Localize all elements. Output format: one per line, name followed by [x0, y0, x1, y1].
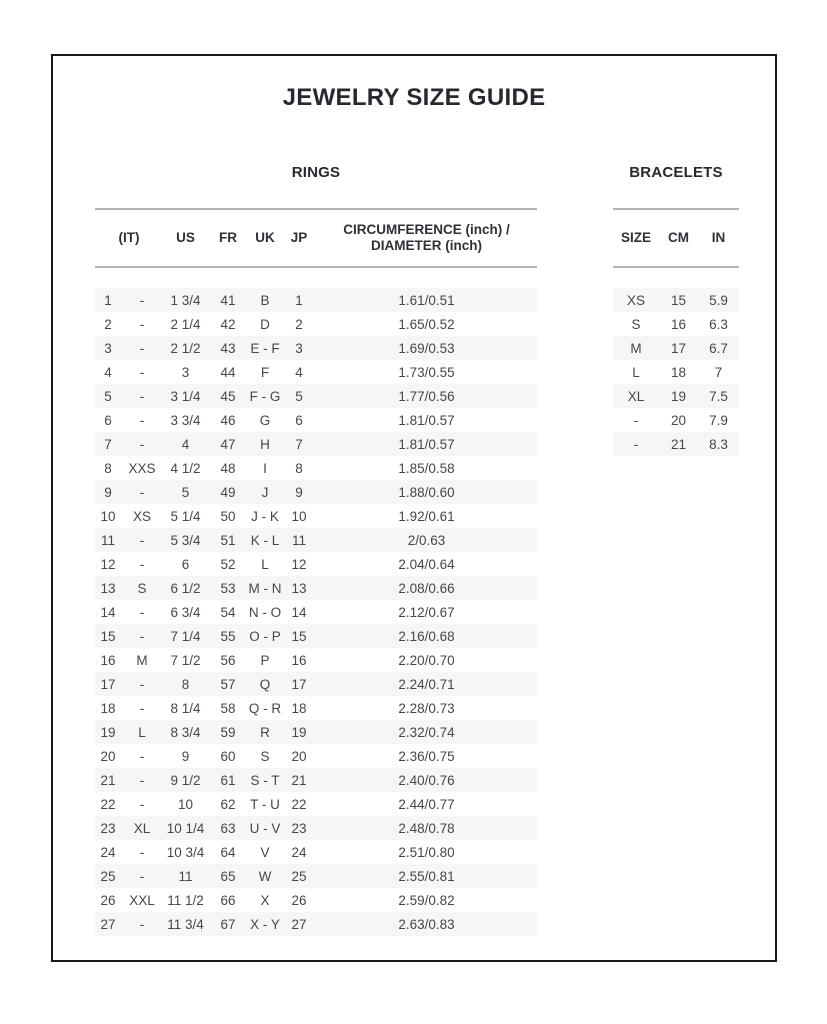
table-cell-jp: 20 — [291, 748, 307, 764]
table-cell-circumference: 2.24/0.71 — [398, 676, 455, 692]
table-cell-it-number: 2 — [104, 316, 112, 332]
table-cell-it-letter: - — [139, 844, 145, 860]
table-cell-uk: B — [260, 292, 270, 308]
table-cell-fr: 57 — [220, 676, 236, 692]
table-cell-cm: 18 — [670, 364, 687, 380]
table-row — [95, 336, 537, 360]
table-cell-uk: H — [260, 436, 270, 452]
column-header-circumference-line1: CIRCUMFERENCE (inch) / — [343, 222, 510, 237]
table-cell-us: 5 1/4 — [170, 508, 201, 524]
column-header-size: SIZE — [620, 230, 651, 245]
table-cell-jp: 27 — [291, 916, 307, 932]
page-title: JEWELRY SIZE GUIDE — [282, 84, 546, 111]
table-row — [613, 432, 739, 456]
table-row — [95, 816, 537, 840]
table-cell-in: 7.5 — [709, 388, 728, 404]
table-cell-uk: E - F — [250, 340, 280, 356]
table-row — [95, 432, 537, 456]
table-cell-it-letter: S — [137, 580, 147, 596]
table-cell-it-number: 16 — [100, 652, 116, 668]
table-cell-jp: 25 — [291, 868, 307, 884]
table-cell-it-number: 5 — [104, 388, 112, 404]
table-cell-us: 3 — [181, 364, 190, 380]
table-row — [613, 408, 739, 432]
table-cell-uk: N - O — [248, 604, 282, 620]
table-cell-fr: 46 — [220, 412, 236, 428]
table-cell-circumference: 2.16/0.68 — [398, 628, 455, 644]
table-cell-us: 7 1/2 — [170, 652, 201, 668]
table-cell-jp: 1 — [295, 292, 303, 308]
table-cell-jp: 17 — [291, 676, 307, 692]
table-row — [95, 888, 537, 912]
table-cell-it-number: 17 — [100, 676, 116, 692]
table-cell-circumference: 2.08/0.66 — [398, 580, 455, 596]
table-cell-it-letter: - — [139, 604, 145, 620]
table-cell-circumference: 1.85/0.58 — [398, 460, 455, 476]
table-cell-jp: 6 — [295, 412, 303, 428]
table-cell-in: 6.7 — [709, 340, 728, 356]
table-cell-us: 5 3/4 — [170, 532, 201, 548]
table-row — [95, 840, 537, 864]
table-row — [95, 360, 537, 384]
table-cell-it-letter: - — [139, 388, 145, 404]
table-cell-jp: 13 — [291, 580, 307, 596]
table-cell-us: 3 1/4 — [170, 388, 201, 404]
table-cell-it-letter: - — [139, 628, 145, 644]
table-cell-it-letter: XL — [133, 820, 151, 836]
table-cell-fr: 66 — [220, 892, 236, 908]
table-cell-jp: 24 — [291, 844, 307, 860]
table-row — [95, 864, 537, 888]
table-cell-circumference: 2.32/0.74 — [398, 724, 455, 740]
table-cell-circumference: 1.81/0.57 — [398, 412, 455, 428]
table-cell-fr: 44 — [220, 364, 236, 380]
table-cell-fr: 58 — [220, 700, 236, 716]
table-cell-it-number: 19 — [100, 724, 116, 740]
column-header-fr: FR — [219, 230, 237, 245]
table-cell-uk: F — [260, 364, 270, 380]
table-cell-circumference: 2.36/0.75 — [398, 748, 455, 764]
table-row — [95, 384, 537, 408]
table-cell-it-number: 8 — [104, 460, 112, 476]
table-row — [95, 648, 537, 672]
table-cell-fr: 63 — [220, 820, 236, 836]
table-cell-circumference: 1.92/0.61 — [398, 508, 455, 524]
table-cell-size: XS — [626, 292, 645, 308]
table-cell-it-number: 27 — [100, 916, 116, 932]
table-row — [95, 504, 537, 528]
bracelets-table-body — [613, 288, 739, 456]
table-cell-uk: D — [260, 316, 270, 332]
table-cell-size: S — [631, 316, 641, 332]
table-cell-fr: 51 — [220, 532, 236, 548]
table-cell-jp: 9 — [295, 484, 303, 500]
table-cell-it-number: 18 — [100, 700, 116, 716]
table-cell-cm: 19 — [670, 388, 687, 404]
table-row — [95, 288, 537, 312]
table-cell-uk: U - V — [249, 820, 281, 836]
table-cell-it-letter: - — [139, 364, 145, 380]
table-cell-jp: 23 — [291, 820, 307, 836]
table-cell-us: 8 3/4 — [170, 724, 201, 740]
table-cell-us: 6 3/4 — [170, 604, 201, 620]
table-cell-jp: 5 — [295, 388, 303, 404]
table-row — [613, 360, 739, 384]
table-cell-circumference: 2.55/0.81 — [398, 868, 455, 884]
table-cell-us: 7 1/4 — [170, 628, 201, 644]
table-cell-circumference: 2.12/0.67 — [398, 604, 455, 620]
table-row — [95, 456, 537, 480]
table-cell-uk: X — [260, 892, 270, 908]
table-cell-uk: X - Y — [250, 916, 280, 932]
table-cell-fr: 62 — [220, 796, 236, 812]
table-cell-uk: I — [263, 460, 267, 476]
table-cell-uk: V — [260, 844, 270, 860]
table-cell-circumference: 2.40/0.76 — [398, 772, 455, 788]
table-cell-it-number: 26 — [100, 892, 116, 908]
table-cell-uk: G — [259, 412, 271, 428]
table-cell-in: 6.3 — [709, 316, 728, 332]
table-cell-us: 3 3/4 — [170, 412, 201, 428]
table-cell-uk: W — [258, 868, 272, 884]
table-cell-fr: 67 — [220, 916, 236, 932]
table-row — [95, 552, 537, 576]
table-cell-fr: 53 — [220, 580, 236, 596]
table-cell-us: 11 — [178, 868, 193, 884]
table-cell-cm: 21 — [670, 436, 687, 452]
table-cell-us: 2 1/4 — [170, 316, 201, 332]
table-cell-circumference: 2.20/0.70 — [398, 652, 455, 668]
table-cell-it-letter: M — [136, 652, 148, 668]
table-cell-it-number: 4 — [104, 364, 112, 380]
table-cell-size: M — [630, 340, 642, 356]
table-cell-it-number: 9 — [104, 484, 112, 500]
table-row — [95, 792, 537, 816]
table-cell-fr: 45 — [220, 388, 236, 404]
table-cell-circumference: 2.48/0.78 — [398, 820, 455, 836]
table-cell-it-letter: - — [139, 436, 145, 452]
table-cell-uk: K - L — [250, 532, 280, 548]
table-cell-in: 7 — [714, 364, 723, 380]
table-cell-it-letter: XS — [132, 508, 151, 524]
table-cell-uk: J — [261, 484, 269, 500]
table-cell-uk: Q - R — [248, 700, 282, 716]
table-cell-fr: 42 — [220, 316, 236, 332]
table-row — [95, 528, 537, 552]
table-cell-circumference: 2.51/0.80 — [398, 844, 455, 860]
column-header-us: US — [176, 230, 195, 245]
table-cell-jp: 14 — [291, 604, 307, 620]
table-row — [95, 600, 537, 624]
table-cell-cm: 15 — [670, 292, 687, 308]
table-cell-jp: 15 — [291, 628, 307, 644]
rings-table-header — [95, 208, 537, 268]
table-cell-it-number: 22 — [100, 796, 116, 812]
table-cell-it-number: 12 — [100, 556, 116, 572]
table-cell-us: 4 — [181, 436, 190, 452]
table-cell-jp: 3 — [295, 340, 303, 356]
table-cell-fr: 65 — [220, 868, 236, 884]
table-cell-it-number: 25 — [100, 868, 116, 884]
table-cell-fr: 59 — [220, 724, 236, 740]
table-cell-uk: P — [260, 652, 270, 668]
table-row — [95, 672, 537, 696]
table-row — [95, 768, 537, 792]
table-cell-circumference: 1.69/0.53 — [398, 340, 455, 356]
table-cell-us: 9 — [181, 748, 190, 764]
table-cell-it-number: 7 — [104, 436, 112, 452]
table-cell-fr: 41 — [220, 292, 236, 308]
table-cell-us: 5 — [181, 484, 190, 500]
table-cell-it-letter: - — [139, 916, 145, 932]
table-cell-it-letter: - — [139, 316, 145, 332]
table-cell-it-number: 3 — [104, 340, 112, 356]
table-cell-circumference: 2.28/0.73 — [398, 700, 455, 716]
column-header-cm: CM — [668, 230, 689, 245]
column-header-jp: JP — [290, 230, 308, 245]
table-cell-fr: 49 — [220, 484, 236, 500]
table-cell-jp: 18 — [291, 700, 307, 716]
table-cell-us: 6 — [181, 556, 190, 572]
table-cell-uk: O - P — [249, 628, 281, 644]
table-cell-it-letter: - — [139, 796, 145, 812]
table-cell-fr: 55 — [220, 628, 236, 644]
table-cell-fr: 50 — [220, 508, 236, 524]
table-cell-it-letter: - — [139, 748, 145, 764]
table-cell-jp: 22 — [291, 796, 307, 812]
table-cell-uk: S - T — [250, 772, 280, 788]
column-header-it: (IT) — [118, 230, 140, 245]
table-cell-us: 10 1/4 — [166, 820, 205, 836]
table-row — [95, 408, 537, 432]
table-row — [95, 720, 537, 744]
table-cell-it-letter: L — [138, 724, 146, 740]
table-cell-circumference: 1.88/0.60 — [398, 484, 455, 500]
column-header-uk: UK — [255, 230, 275, 245]
table-cell-size: - — [633, 436, 639, 452]
table-cell-jp: 10 — [291, 508, 307, 524]
table-cell-it-number: 10 — [100, 508, 116, 524]
table-cell-jp: 19 — [291, 724, 307, 740]
table-cell-uk: F - G — [249, 388, 281, 404]
table-cell-in: 8.3 — [709, 436, 728, 452]
table-cell-fr: 47 — [220, 436, 236, 452]
table-cell-cm: 16 — [670, 316, 687, 332]
column-header-circumference-line2: DIAMETER (inch) — [371, 238, 482, 253]
table-cell-in: 7.9 — [709, 412, 728, 428]
table-cell-jp: 21 — [291, 772, 307, 788]
table-cell-jp: 26 — [291, 892, 307, 908]
table-cell-circumference: 1.73/0.55 — [398, 364, 455, 380]
table-row — [95, 576, 537, 600]
table-cell-it-number: 20 — [100, 748, 116, 764]
table-cell-circumference: 2.59/0.82 — [398, 892, 455, 908]
rings-table-body — [95, 288, 537, 936]
table-cell-it-letter: - — [139, 532, 145, 548]
bracelets-section-title: BRACELETS — [629, 164, 723, 181]
table-cell-circumference: 2.63/0.83 — [398, 916, 455, 932]
table-cell-us: 10 — [177, 796, 194, 812]
table-row — [613, 336, 739, 360]
table-cell-it-letter: - — [139, 340, 145, 356]
column-header-circumference — [316, 222, 537, 254]
table-cell-it-letter: - — [139, 484, 145, 500]
table-cell-us: 9 1/2 — [170, 772, 201, 788]
table-row — [95, 912, 537, 936]
table-cell-uk: T - U — [250, 796, 280, 812]
table-row — [95, 696, 537, 720]
table-cell-fr: 60 — [220, 748, 236, 764]
table-cell-jp: 16 — [291, 652, 307, 668]
table-cell-it-number: 11 — [100, 532, 115, 548]
table-cell-fr: 61 — [220, 772, 236, 788]
table-cell-it-number: 23 — [100, 820, 116, 836]
table-cell-circumference: 1.77/0.56 — [398, 388, 455, 404]
table-cell-jp: 2 — [295, 316, 303, 332]
table-row — [613, 288, 739, 312]
table-cell-it-letter: - — [139, 292, 145, 308]
table-cell-us: 4 1/2 — [170, 460, 201, 476]
table-cell-cm: 20 — [670, 412, 687, 428]
column-header-in: IN — [711, 230, 726, 245]
table-cell-uk: S — [260, 748, 270, 764]
table-cell-fr: 64 — [220, 844, 236, 860]
table-row — [95, 480, 537, 504]
bracelets-table — [613, 208, 739, 456]
rings-section-title: RINGS — [291, 164, 341, 181]
table-cell-uk: J - K — [251, 508, 279, 524]
table-cell-jp: 4 — [295, 364, 303, 380]
table-cell-it-number: 13 — [100, 580, 116, 596]
table-cell-it-number: 1 — [104, 292, 112, 308]
bracelets-table-header — [613, 208, 739, 268]
table-row — [95, 624, 537, 648]
table-cell-size: XL — [627, 388, 645, 404]
table-cell-fr: 48 — [220, 460, 236, 476]
table-cell-circumference: 2/0.63 — [407, 532, 446, 548]
table-cell-cm: 17 — [670, 340, 687, 356]
table-cell-it-number: 24 — [100, 844, 116, 860]
table-cell-uk: R — [260, 724, 270, 740]
table-cell-us: 11 3/4 — [167, 916, 204, 932]
table-cell-circumference: 2.44/0.77 — [398, 796, 455, 812]
table-cell-us: 6 1/2 — [170, 580, 201, 596]
table-cell-circumference: 2.04/0.64 — [398, 556, 455, 572]
table-row — [613, 312, 739, 336]
table-cell-it-letter: - — [139, 772, 145, 788]
table-cell-it-letter: - — [139, 868, 145, 884]
table-cell-fr: 52 — [220, 556, 236, 572]
table-cell-it-letter: XXS — [128, 460, 156, 476]
table-cell-it-letter: - — [139, 556, 145, 572]
table-cell-it-number: 15 — [100, 628, 116, 644]
table-cell-size: - — [633, 412, 639, 428]
table-cell-it-number: 6 — [104, 412, 112, 428]
table-cell-it-letter: - — [139, 412, 145, 428]
table-cell-us: 8 1/4 — [170, 700, 201, 716]
table-cell-us: 11 1/2 — [167, 892, 204, 908]
table-cell-circumference: 1.61/0.51 — [398, 292, 455, 308]
table-row — [613, 384, 739, 408]
table-cell-fr: 54 — [220, 604, 236, 620]
table-cell-uk: L — [261, 556, 269, 572]
table-cell-us: 1 3/4 — [170, 292, 201, 308]
table-cell-jp: 7 — [295, 436, 303, 452]
table-cell-it-letter: XXL — [129, 892, 155, 908]
table-cell-circumference: 1.81/0.57 — [398, 436, 455, 452]
table-cell-jp: 8 — [295, 460, 303, 476]
table-cell-it-number: 14 — [100, 604, 116, 620]
table-row — [95, 744, 537, 768]
table-cell-in: 5.9 — [709, 292, 728, 308]
table-cell-fr: 56 — [220, 652, 236, 668]
table-row — [95, 312, 537, 336]
table-cell-us: 10 3/4 — [166, 844, 205, 860]
size-guide-card — [51, 54, 777, 962]
table-cell-jp: 12 — [291, 556, 307, 572]
table-cell-jp: 11 — [291, 532, 306, 548]
table-cell-us: 8 — [181, 676, 190, 692]
rings-table — [95, 208, 537, 936]
table-cell-size: L — [632, 364, 640, 380]
table-cell-us: 2 1/2 — [170, 340, 201, 356]
table-cell-uk: Q — [259, 676, 271, 692]
table-cell-it-letter: - — [139, 700, 145, 716]
table-cell-fr: 43 — [220, 340, 236, 356]
table-cell-circumference: 1.65/0.52 — [398, 316, 455, 332]
table-cell-uk: M - N — [248, 580, 282, 596]
table-cell-it-number: 21 — [100, 772, 116, 788]
table-cell-it-letter: - — [139, 676, 145, 692]
